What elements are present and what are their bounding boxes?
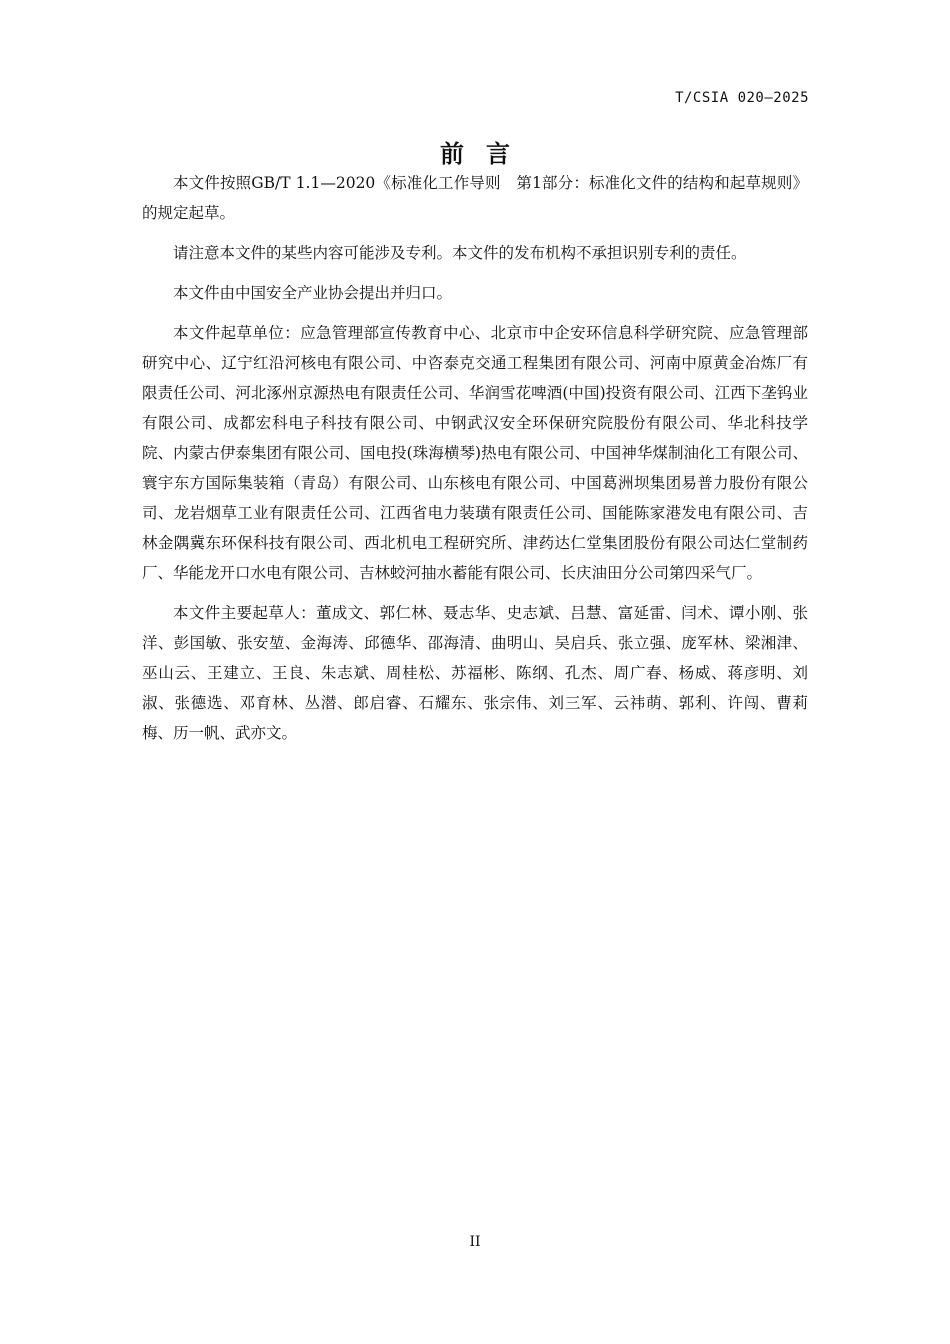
paragraph-patent-notice: 请注意本文件的某些内容可能涉及专利。本文件的发布机构不承担识别专利的责任。 [173, 244, 747, 262]
page-number: II [469, 1234, 481, 1250]
paragraph-drafters: 本文件主要起草人：董成文、郭仁林、聂志华、史志斌、吕慧、富延雷、闫术、谭小刚、张洋、彭国敏、张安堃、金海涛、邱德华、邵海清、曲明山、吴启兵、张立强、庞军林、梁湘津、巫山云、王建立、王良、朱志斌、周桂松、苏福彬、陈纲、孔杰、周广春、杨威、蒋彦明、刘淑、张德选、邓育林、丛潜、郎启睿、石耀东、张宗伟、刘三军、云祎萌、郭利、许闯、曹莉梅、历一帆、武亦文。 [142, 604, 808, 742]
standard-code: T/CSIA 020—2025 [675, 90, 809, 106]
page-title: 前言 [440, 140, 532, 168]
paragraph-drafting-units: 本文件起草单位：应急管理部宣传教育中心、北京市中企安环信息科学研究院、应急管理部研究中心、辽宁红沿河核电有限公司、中咨泰克交通工程集团有限公司、河南中原黄金冶炼厂有限责任公司、河北涿州京源热电有限责任公司、华润雪花啤酒(中国)投资有限公司、江西下垄钨业有限公司、成都宏科电子科技有限公司、中钢武汉安全环保研究院股份有限公司、华北科技学院、内蒙古伊泰集团有限公司、国电投(珠海横琴)热电有限公司、中国神华煤制油化工有限公司、寰宇东方国际集装箱（青岛）有限公司、山东核电有限公司、中国葛洲坝集团易普力股份有限公司、龙岩烟草工业有限责任公司、江西省电力装璜有限责任公司、国能陈家港发电有限公司、吉林金隅冀东环保科技有限公司、西北机电工程研究所、津药达仁堂集团股份有限公司达仁堂制药厂、华能龙开口水电有限公司、吉林蛟河抽水蓄能有限公司、长庆油田分公司第四采气厂。 [142, 324, 808, 582]
paragraph-drafting-rules: 本文件按照GB/T 1.1—2020《标准化工作导则 第1部分：标准化文件的结构和起草规则》的规定起草。 [142, 174, 808, 222]
paragraph-proposer: 本文件由中国安全产业协会提出并归口。 [173, 284, 453, 302]
foreword-body [142, 168, 808, 758]
